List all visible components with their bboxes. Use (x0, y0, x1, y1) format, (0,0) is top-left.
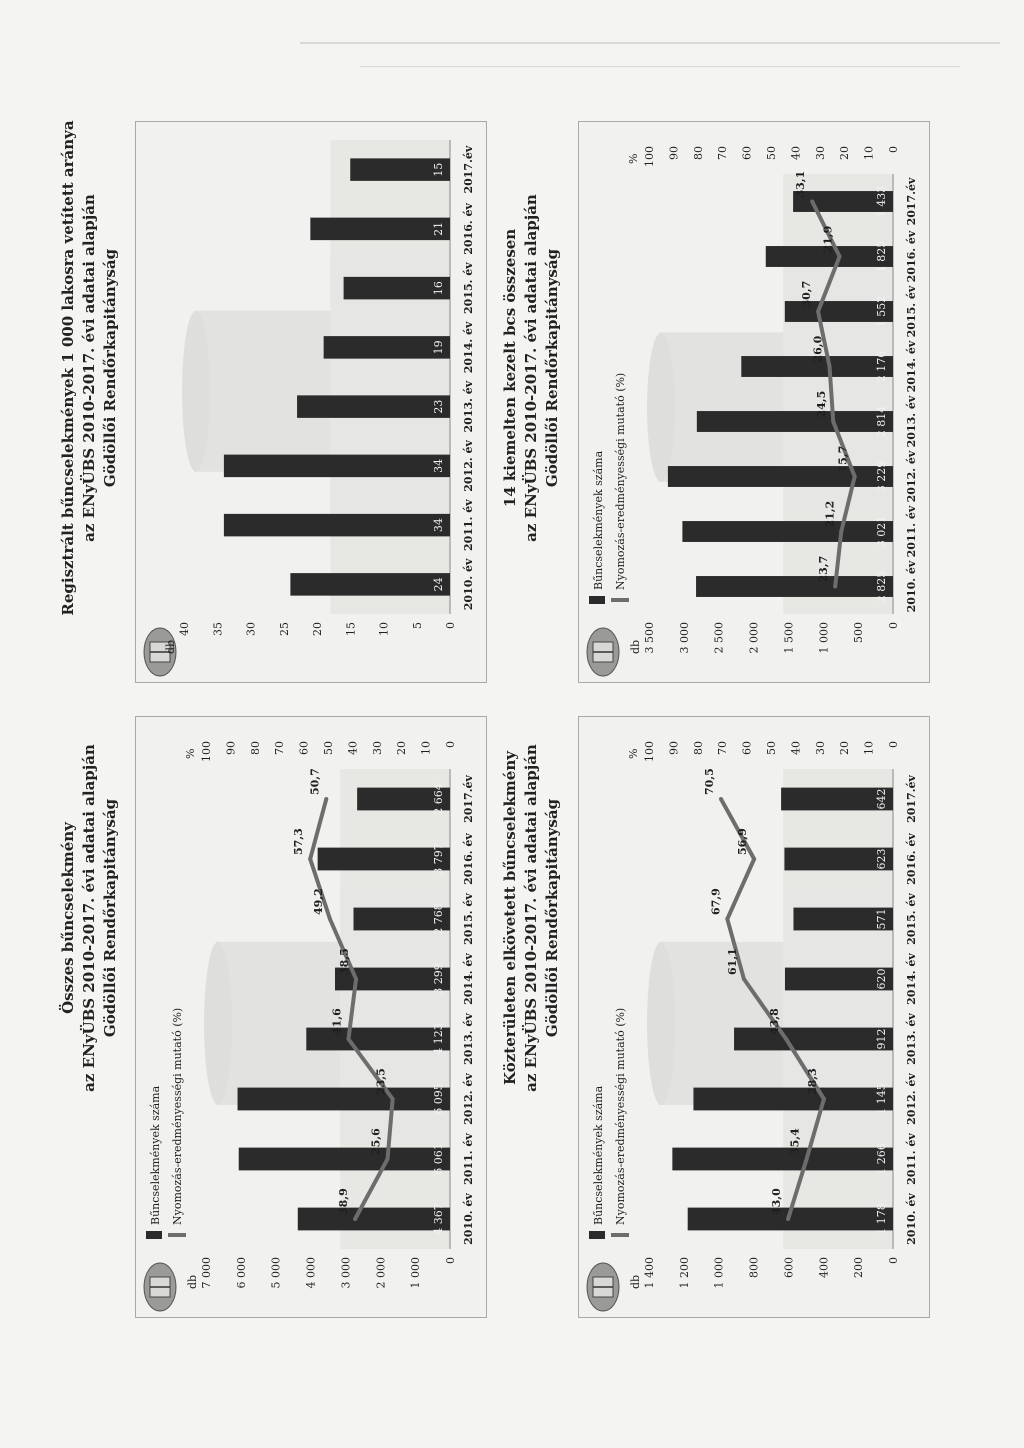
legend-bar-swatch (589, 596, 605, 604)
left-axis-tick-label: 4 000 (304, 1257, 318, 1289)
right-axis-unit-label: % (184, 748, 197, 759)
right-axis-tick-label: 100 (200, 741, 213, 762)
chart-3-title-line-3: Gödöllői Rendőrkapitányság (543, 798, 561, 1038)
left-axis-tick-label: 20 (311, 622, 324, 636)
bar-value-label: 19 (432, 340, 445, 355)
line-point (784, 1037, 788, 1041)
bar-value-label: 1 145 (875, 1083, 888, 1115)
line-point (828, 365, 832, 369)
line-point (805, 1157, 809, 1161)
background-building-image (204, 769, 450, 1249)
line-value-label: 38,5 (338, 948, 352, 975)
line-value-label: 43,0 (770, 1188, 784, 1215)
right-axis-tick-label: 0 (444, 741, 457, 748)
bar-value-label: 15 (432, 162, 445, 177)
right-axis-tick-label: 100 (643, 741, 656, 762)
line-point (354, 977, 358, 981)
left-axis-tick-label: 400 (817, 1257, 831, 1278)
bar-value-label: 620 (875, 968, 888, 990)
x-axis-tick-label: 2013. év (462, 380, 475, 433)
line-value-label: 49,2 (311, 888, 325, 915)
chart-2-svg (136, 122, 486, 682)
left-axis-tick-label: 10 (377, 622, 391, 636)
right-axis-tick-label: 50 (765, 146, 778, 160)
bar (682, 521, 893, 542)
left-axis-tick-label: 2 500 (712, 622, 726, 654)
left-axis-tick-label: 1 200 (677, 1257, 691, 1289)
bar (697, 411, 893, 432)
chart-1-title-line-3: Gödöllői Rendőrkapitányság (101, 798, 119, 1038)
bar-value-label: 3 797 (432, 843, 445, 875)
background-building-dome (182, 311, 210, 472)
line-point (833, 585, 837, 589)
chart-3-title-line-2: az ENyÜBS 2010-2017. évi adatai alapján (522, 744, 540, 1092)
line-value-label: 24,5 (815, 390, 829, 418)
line-value-label: 25,6 (369, 1128, 383, 1155)
left-axis-tick-label: 35 (211, 622, 225, 636)
bar-value-label: 1 552 (875, 295, 888, 328)
line-point (353, 1217, 357, 1221)
x-axis-tick-label: 2015. év (905, 285, 918, 338)
chart-2-title-line-1: Regisztrált bűncselekmények 1 000 lakosra vetített aránya (59, 120, 77, 616)
background-building-base (340, 769, 450, 1249)
bar-value-label: 1 433 (875, 185, 888, 218)
bar (224, 455, 450, 478)
right-axis-tick-label: 30 (370, 741, 384, 755)
x-axis-tick-label: 2011. év (462, 1133, 475, 1185)
line-point (725, 917, 729, 921)
left-axis-unit-label: db (186, 1274, 199, 1289)
left-axis-tick-label: 0 (444, 1257, 457, 1264)
chart-3-svg (579, 717, 929, 1317)
chart-panel-3 (578, 716, 930, 1318)
left-axis-tick-label: 5 000 (269, 1257, 283, 1289)
x-axis-tick-label: 2015. év (905, 893, 918, 945)
right-axis-tick-label: 10 (419, 741, 433, 755)
line-value-label: 23,7 (817, 555, 831, 583)
background-building-image (647, 174, 893, 614)
line-value-label: 67,9 (709, 888, 723, 915)
right-axis-tick-label: 40 (789, 741, 803, 755)
x-axis-tick-label: 2016. év (462, 203, 475, 255)
bar-value-label: 4 123 (432, 1023, 445, 1055)
left-axis-tick-label: 1 000 (409, 1257, 423, 1289)
chart-2-title-line-3: Gödöllői Rendőrkapitányság (101, 248, 119, 488)
bar-value-label: 21 (432, 221, 445, 236)
x-axis-tick-label: 2015. év (462, 893, 475, 945)
bar-value-label: 1 266 (875, 1143, 888, 1175)
right-axis-tick-label: 50 (765, 741, 778, 755)
line-value-label: 15,7 (836, 445, 850, 473)
x-axis-tick-label: 2011. év (905, 505, 918, 558)
line-value-label: 35,4 (788, 1128, 802, 1155)
line-point (386, 1157, 390, 1161)
line-point (752, 857, 756, 861)
bar-value-label: 6 061 (432, 1143, 445, 1175)
bar-value-label: 571 (875, 908, 888, 930)
background-building-dome (647, 332, 675, 482)
bar-value-label: 4 367 (432, 1203, 445, 1235)
right-axis-tick-label: 10 (862, 146, 876, 160)
left-axis-tick-label: 6 000 (234, 1257, 248, 1289)
x-axis-tick-label: 2010. év (905, 560, 918, 613)
bar (239, 1148, 450, 1171)
left-axis-unit-label: db (164, 639, 177, 654)
line-point (853, 475, 857, 479)
legend-line-label: Nyomozás-eredményességi mutató (%) (171, 1007, 184, 1225)
line-value-label: 50,7 (308, 768, 322, 795)
x-axis-tick-label: 2014. év (462, 321, 475, 374)
left-axis-tick-label: 2 000 (374, 1257, 388, 1289)
x-axis-tick-label: 2011. év (905, 1133, 918, 1185)
right-axis-tick-label: 70 (716, 741, 730, 755)
bar-value-label: 3 021 (875, 515, 888, 548)
bar-value-label: 24 (432, 577, 445, 592)
left-axis-unit-label: db (629, 639, 642, 654)
bar (693, 1088, 893, 1111)
right-axis-tick-label: 90 (224, 741, 238, 755)
right-axis-tick-label: 60 (297, 741, 311, 755)
left-axis-tick-label: 25 (277, 622, 291, 636)
bar (297, 395, 450, 418)
bar (672, 1148, 893, 1171)
bar (290, 573, 450, 596)
left-axis-tick-label: 30 (244, 622, 258, 636)
right-axis-tick-label: 80 (691, 146, 705, 160)
police-crest-logo (587, 628, 619, 676)
legend-bar-label: Bűncselekmények száma (592, 450, 605, 590)
chart-4-title-line-1: 14 kiemelten kezelt bcs összesen (501, 228, 519, 508)
bar-value-label: 2 825 (875, 570, 888, 603)
x-axis-tick-label: 2010. év (462, 558, 475, 611)
bar-value-label: 34 (432, 458, 445, 473)
line-value-label: 28,3 (805, 1068, 819, 1095)
right-axis-tick-label: 0 (887, 146, 900, 153)
line-point (816, 310, 820, 314)
bar (306, 1028, 450, 1051)
x-axis-tick-label: 2010. év (462, 1193, 475, 1245)
x-axis-tick-label: 2011. év (462, 499, 475, 551)
x-axis-tick-label: 2017.év (905, 177, 918, 226)
left-axis-tick-label: 0 (444, 622, 457, 629)
x-axis-tick-label: 2013. év (905, 1013, 918, 1065)
line-point (324, 797, 328, 801)
background-building-image (182, 140, 450, 614)
x-axis-tick-label: 2012. év (462, 440, 475, 492)
bar-value-label: 2 814 (875, 405, 888, 438)
left-axis-tick-label: 500 (852, 622, 866, 643)
right-axis-tick-label: 90 (667, 741, 681, 755)
legend-bar-label: Bűncselekmények száma (592, 1085, 605, 1225)
left-axis-tick-label: 40 (178, 622, 191, 636)
x-axis-tick-label: 2016. év (905, 833, 918, 885)
line-value-label: 33,1 (794, 170, 808, 198)
chart-title-4 (500, 88, 563, 648)
chart-2-title-line-2: az ENyÜBS 2010-2017. évi adatai alapján (80, 194, 98, 542)
left-axis-tick-label: 5 (410, 622, 424, 629)
left-axis-tick-label: 15 (344, 622, 358, 636)
right-axis-tick-label: 0 (887, 741, 900, 748)
right-axis-tick-label: 70 (273, 741, 287, 755)
left-axis-tick-label: 600 (782, 1257, 796, 1278)
bar-value-label: 912 (875, 1028, 888, 1050)
left-axis-tick-label: 0 (887, 1257, 900, 1264)
line-point (346, 1037, 350, 1041)
x-axis-tick-label: 2013. év (462, 1013, 475, 1065)
right-axis-tick-label: 60 (740, 146, 754, 160)
left-axis-tick-label: 1 000 (712, 1257, 726, 1289)
bar-value-label: 1 178 (875, 1203, 888, 1235)
left-axis-tick-label: 1 400 (643, 1257, 656, 1289)
line-value-label: 23,5 (374, 1068, 388, 1095)
line-point (822, 1097, 826, 1101)
legend-line-label: Nyomozás-eredményességi mutató (%) (614, 372, 627, 590)
x-axis-tick-label: 2017.év (462, 145, 475, 194)
x-axis-tick-label: 2012. év (905, 1073, 918, 1125)
right-axis-tick-label: 20 (838, 741, 852, 755)
left-axis-tick-label: 7 000 (200, 1257, 213, 1289)
bar (668, 466, 893, 487)
line-point (719, 797, 723, 801)
right-axis-tick-label: 40 (346, 741, 360, 755)
background-building-base (330, 140, 450, 614)
line-value-label: 38,9 (337, 1188, 351, 1215)
chart-4-svg (579, 122, 929, 682)
bar-value-label: 2 664 (432, 783, 445, 815)
chart-4-title-line-3: Gödöllői Rendőrkapitányság (543, 248, 561, 488)
left-axis-unit-label: db (629, 1274, 642, 1289)
left-axis-tick-label: 0 (887, 622, 900, 629)
bar-value-label: 1 825 (875, 240, 888, 273)
bar-value-label: 2 768 (432, 903, 445, 935)
line-value-label: 57,3 (292, 828, 306, 855)
bar-value-label: 623 (875, 848, 888, 870)
legend-bar-label: Bűncselekmények száma (149, 1085, 162, 1225)
bar (224, 514, 450, 537)
right-axis-tick-label: 40 (789, 146, 803, 160)
x-axis-tick-label: 2012. év (462, 1073, 475, 1125)
x-axis-tick-label: 2016. év (462, 833, 475, 885)
bar (238, 1088, 450, 1111)
right-axis-tick-label: 20 (838, 146, 852, 160)
line-point (391, 1097, 395, 1101)
line-value-label: 56,9 (736, 828, 750, 855)
left-axis-tick-label: 800 (747, 1257, 761, 1278)
bar (298, 1208, 450, 1231)
right-axis-unit-label: % (627, 153, 640, 164)
chart-1-title-line-2: az ENyÜBS 2010-2017. évi adatai alapján (80, 744, 98, 1092)
line-value-label: 61,1 (725, 948, 739, 975)
x-axis-tick-label: 2017.év (905, 775, 918, 823)
x-axis-tick-label: 2014. év (462, 953, 475, 1005)
line-point (786, 1217, 790, 1221)
left-axis-tick-label: 1 500 (782, 622, 796, 654)
legend-bar-swatch (589, 1231, 605, 1239)
x-axis-tick-label: 2012. év (905, 450, 918, 503)
chart-4-title-line-2: az ENyÜBS 2010-2017. évi adatai alapján (522, 194, 540, 542)
bar (318, 848, 450, 871)
chart-title-3 (500, 678, 563, 1158)
right-axis-tick-label: 30 (813, 741, 827, 755)
left-axis-tick-label: 1 000 (817, 622, 831, 654)
right-axis-tick-label: 10 (862, 741, 876, 755)
right-axis-tick-label: 30 (813, 146, 827, 160)
bar (734, 1028, 893, 1051)
x-axis-tick-label: 2016. év (905, 230, 918, 283)
right-axis-tick-label: 20 (395, 741, 409, 755)
x-axis-tick-label: 2014. év (905, 953, 918, 1005)
right-axis-tick-label: 90 (667, 146, 681, 160)
line-point (831, 420, 835, 424)
scan-artifact-line (300, 42, 1000, 44)
chart-title-1 (58, 678, 121, 1158)
chart-title-2 (58, 88, 121, 648)
bar-value-label: 23 (432, 399, 445, 414)
right-axis-tick-label: 80 (248, 741, 262, 755)
left-axis-tick-label: 3 000 (677, 622, 691, 654)
left-axis-tick-label: 3 500 (643, 622, 656, 654)
right-axis-tick-label: 70 (716, 146, 730, 160)
line-point (742, 977, 746, 981)
line-point (328, 917, 332, 921)
bar-value-label: 3 229 (875, 460, 888, 493)
bar-value-label: 3 299 (432, 963, 445, 995)
police-crest-logo (587, 1263, 619, 1311)
bar-value-label: 16 (432, 281, 445, 296)
bar (310, 218, 450, 241)
right-axis-unit-label: % (627, 748, 640, 759)
x-axis-tick-label: 2010. év (905, 1193, 918, 1245)
bar-value-label: 642 (875, 788, 888, 810)
chart-3-title-line-1: Közterületen elkövetett bűncselekmény (501, 751, 519, 1085)
line-value-label: 70,5 (702, 768, 716, 795)
chart-panel-1 (135, 716, 487, 1318)
bar-value-label: 6 095 (432, 1083, 445, 1115)
line-value-label: 41,6 (330, 1008, 344, 1035)
bar (696, 576, 893, 597)
x-axis-tick-label: 2015. év (462, 262, 475, 314)
background-building-dome (647, 942, 675, 1105)
line-value-label: 21,9 (821, 225, 835, 253)
line-value-label: 26,0 (811, 335, 825, 363)
left-axis-tick-label: 2 000 (747, 622, 761, 654)
chart-1-title-line-1: Összes bűncselekmény (59, 822, 77, 1014)
police-crest-logo (144, 1263, 176, 1311)
right-axis-tick-label: 100 (643, 146, 656, 167)
bar-value-label: 34 (432, 518, 445, 533)
legend-bar-swatch (146, 1231, 162, 1239)
chart-1-svg (136, 717, 486, 1317)
x-axis-tick-label: 2014. év (905, 340, 918, 393)
line-point (838, 255, 842, 259)
line-value-label: 30,7 (800, 280, 814, 308)
line-point (839, 530, 843, 534)
right-axis-tick-label: 60 (740, 741, 754, 755)
bar-value-label: 2 176 (875, 350, 888, 383)
chart-panel-4 (578, 121, 930, 683)
background-building-dome (204, 942, 232, 1105)
right-axis-tick-label: 50 (322, 741, 335, 755)
line-value-label: 43,8 (768, 1008, 782, 1035)
x-axis-tick-label: 2013. év (905, 395, 918, 448)
legend-line-label: Nyomozás-eredményességi mutató (%) (614, 1007, 627, 1225)
scan-artifact-line (360, 66, 960, 67)
right-axis-tick-label: 80 (691, 741, 705, 755)
line-point (308, 857, 312, 861)
line-point (810, 200, 814, 204)
chart-panel-2 (135, 121, 487, 683)
line-value-label: 21,2 (823, 500, 837, 528)
left-axis-tick-label: 3 000 (339, 1257, 353, 1289)
left-axis-tick-label: 200 (852, 1257, 866, 1278)
x-axis-tick-label: 2017.év (462, 775, 475, 823)
